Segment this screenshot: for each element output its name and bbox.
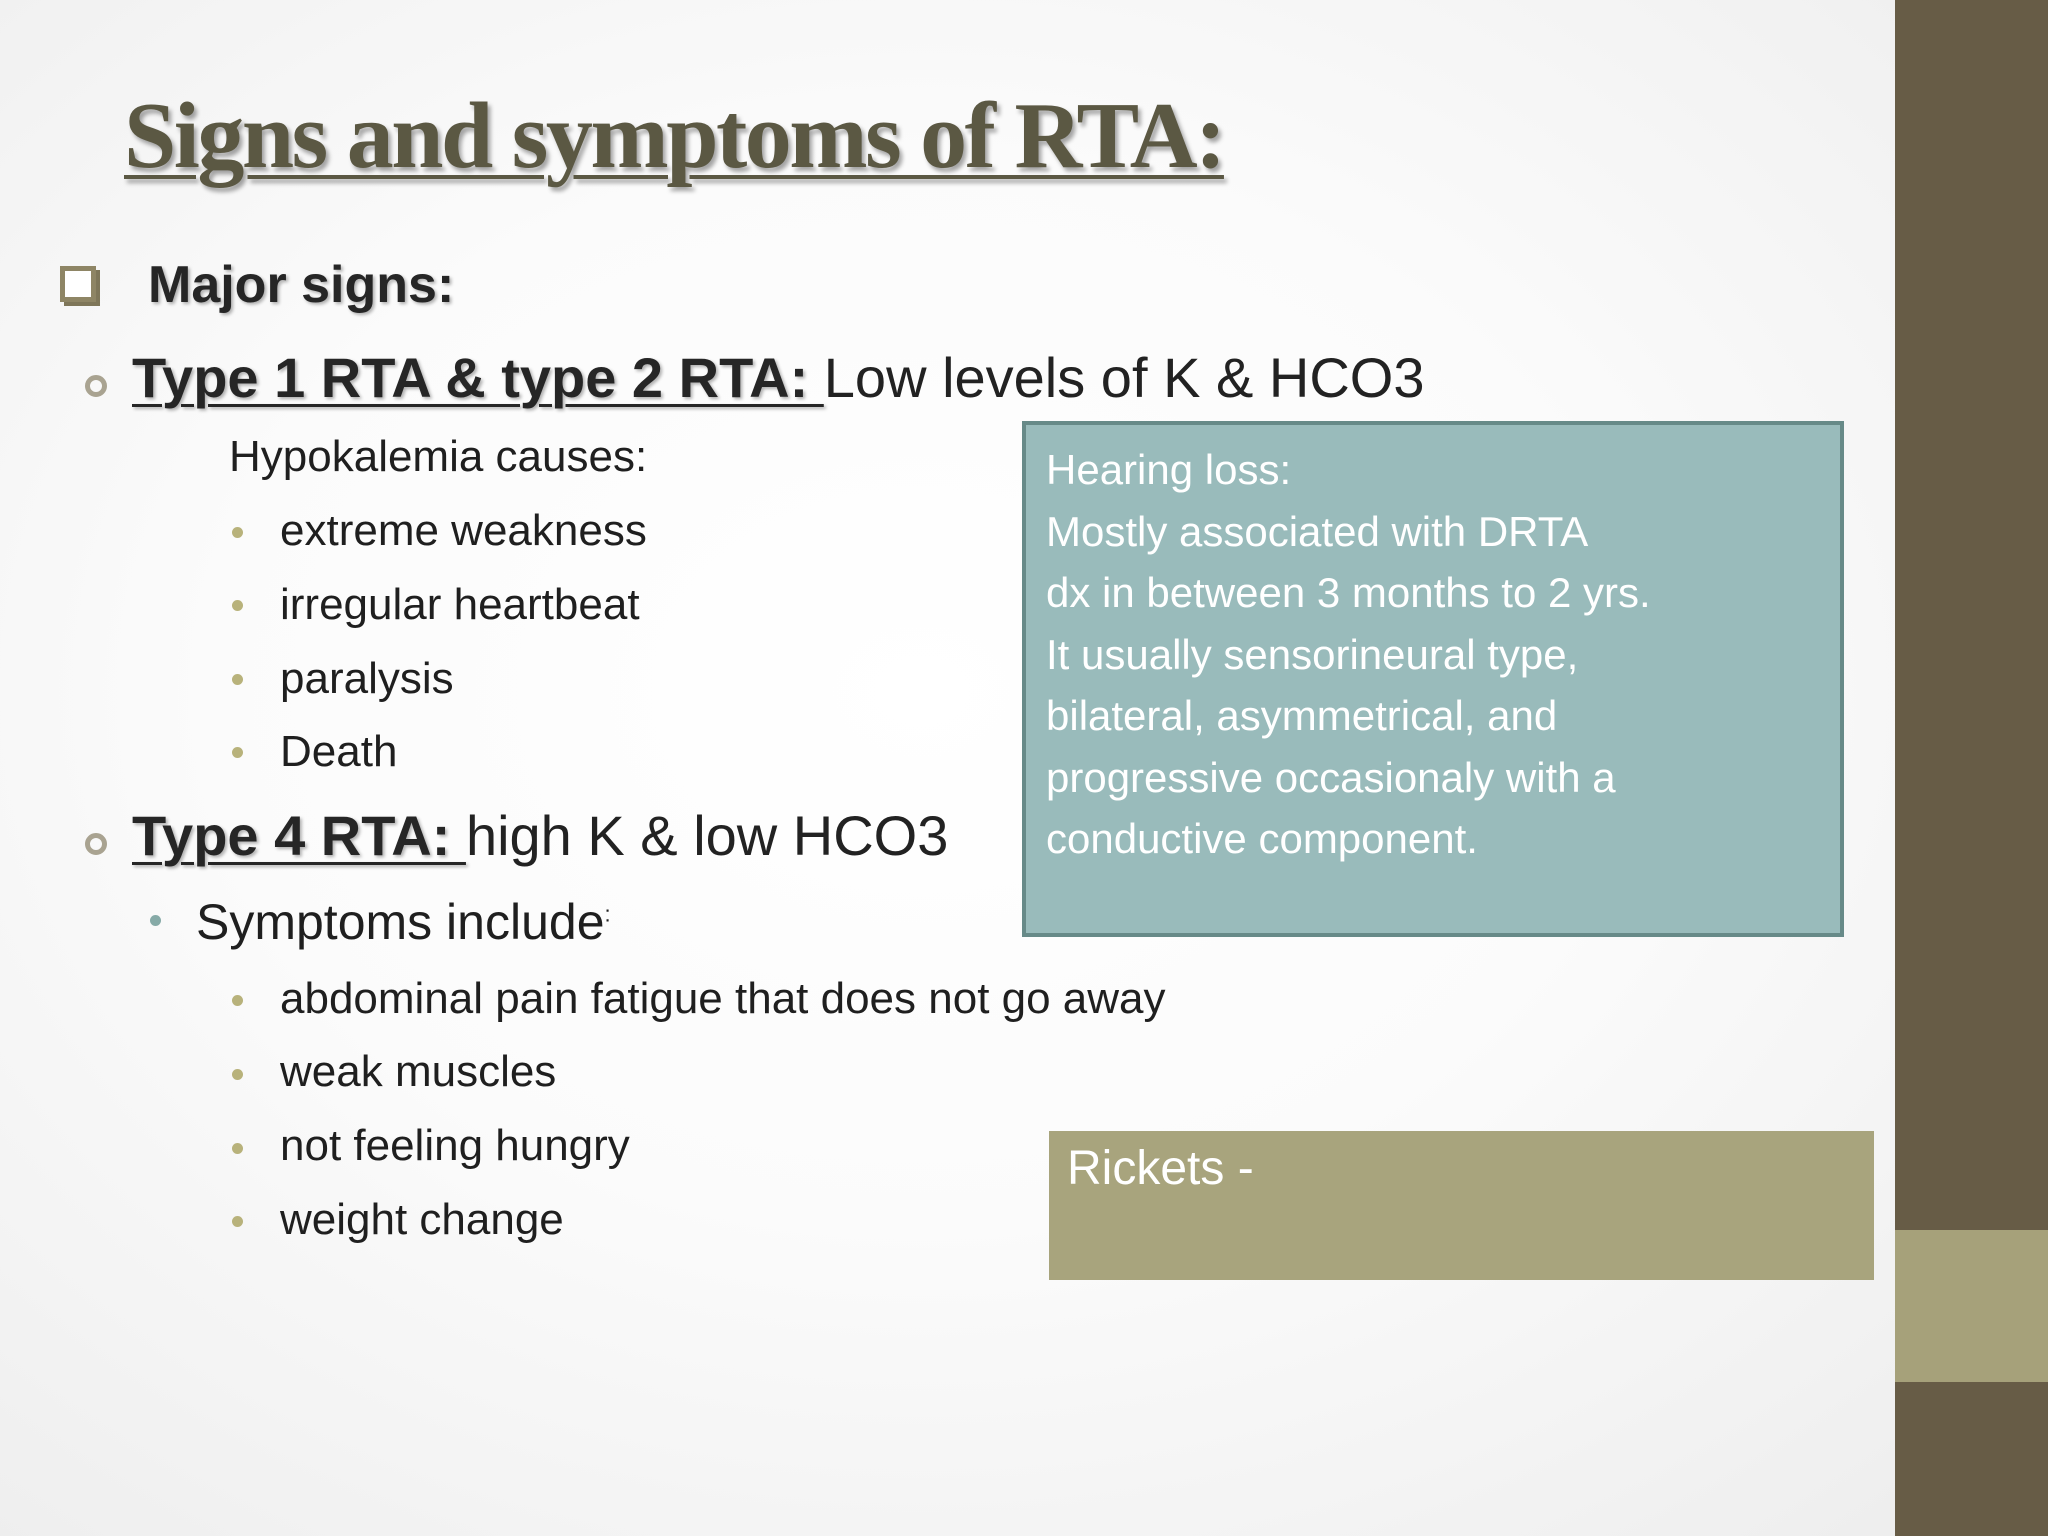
- list-item: abdominal pain fatigue that does not go away: [280, 974, 1166, 1023]
- major-signs-heading: Major signs:: [148, 256, 455, 314]
- hearing-loss-box: [1022, 421, 1844, 937]
- hypokalemia-intro: Hypokalemia causes:: [229, 432, 648, 481]
- list-item: irregular heartbeat: [280, 580, 640, 629]
- hearing-box-line: It usually sensorineural type,: [1046, 630, 1579, 678]
- bullet-dot-icon: [232, 747, 243, 758]
- circle-bullet-icon: [85, 833, 107, 855]
- type4-label: Type 4 RTA:: [132, 804, 466, 867]
- rickets-box: [1049, 1131, 1874, 1280]
- hearing-box-line: Mostly associated with DRTA: [1046, 507, 1589, 555]
- bullet-dot-icon: [232, 995, 243, 1006]
- type4-text: high K & low HCO3: [465, 804, 949, 867]
- list-item: extreme weakness: [280, 506, 647, 555]
- hearing-box-line: dx in between 3 months to 2 yrs.: [1046, 569, 1651, 616]
- type4-line: [132, 803, 948, 868]
- list-item: Death: [280, 727, 398, 776]
- hearing-box-line: bilateral, asymmetrical, and: [1046, 692, 1558, 739]
- bullet-dot-icon: [232, 1069, 243, 1080]
- bullet-dot-icon: [150, 915, 161, 926]
- hearing-box-line: progressive occasionaly with a: [1046, 753, 1616, 801]
- hearing-box-line: conductive component.: [1046, 815, 1478, 862]
- circle-bullet-icon: [85, 375, 107, 397]
- square-bullet-icon: [60, 266, 96, 302]
- hearing-box-line: Hearing loss:: [1046, 446, 1292, 493]
- side-decoration-accent: [1895, 1230, 2048, 1382]
- type12-line: [132, 345, 1424, 410]
- list-item: weight change: [280, 1195, 564, 1244]
- bullet-dot-icon: [232, 600, 243, 611]
- bullet-dot-icon: [232, 527, 243, 538]
- slide-title: Signs and symptoms of RTA:: [124, 84, 1224, 188]
- bullet-dot-icon: [232, 674, 243, 685]
- list-item: weak muscles: [280, 1047, 557, 1096]
- type12-text: Low levels of K & HCO3: [823, 346, 1425, 409]
- symptoms-colon: :: [604, 901, 611, 927]
- list-item: not feeling hungry: [280, 1121, 630, 1170]
- rickets-text: Rickets -: [1067, 1142, 1254, 1195]
- symptoms-label-text: Symptoms include: [196, 894, 605, 950]
- list-item: paralysis: [280, 654, 454, 703]
- bullet-dot-icon: [232, 1143, 243, 1154]
- type12-label: Type 1 RTA & type 2 RTA:: [132, 346, 824, 409]
- bullet-dot-icon: [232, 1216, 243, 1227]
- symptoms-include-label: [196, 893, 611, 951]
